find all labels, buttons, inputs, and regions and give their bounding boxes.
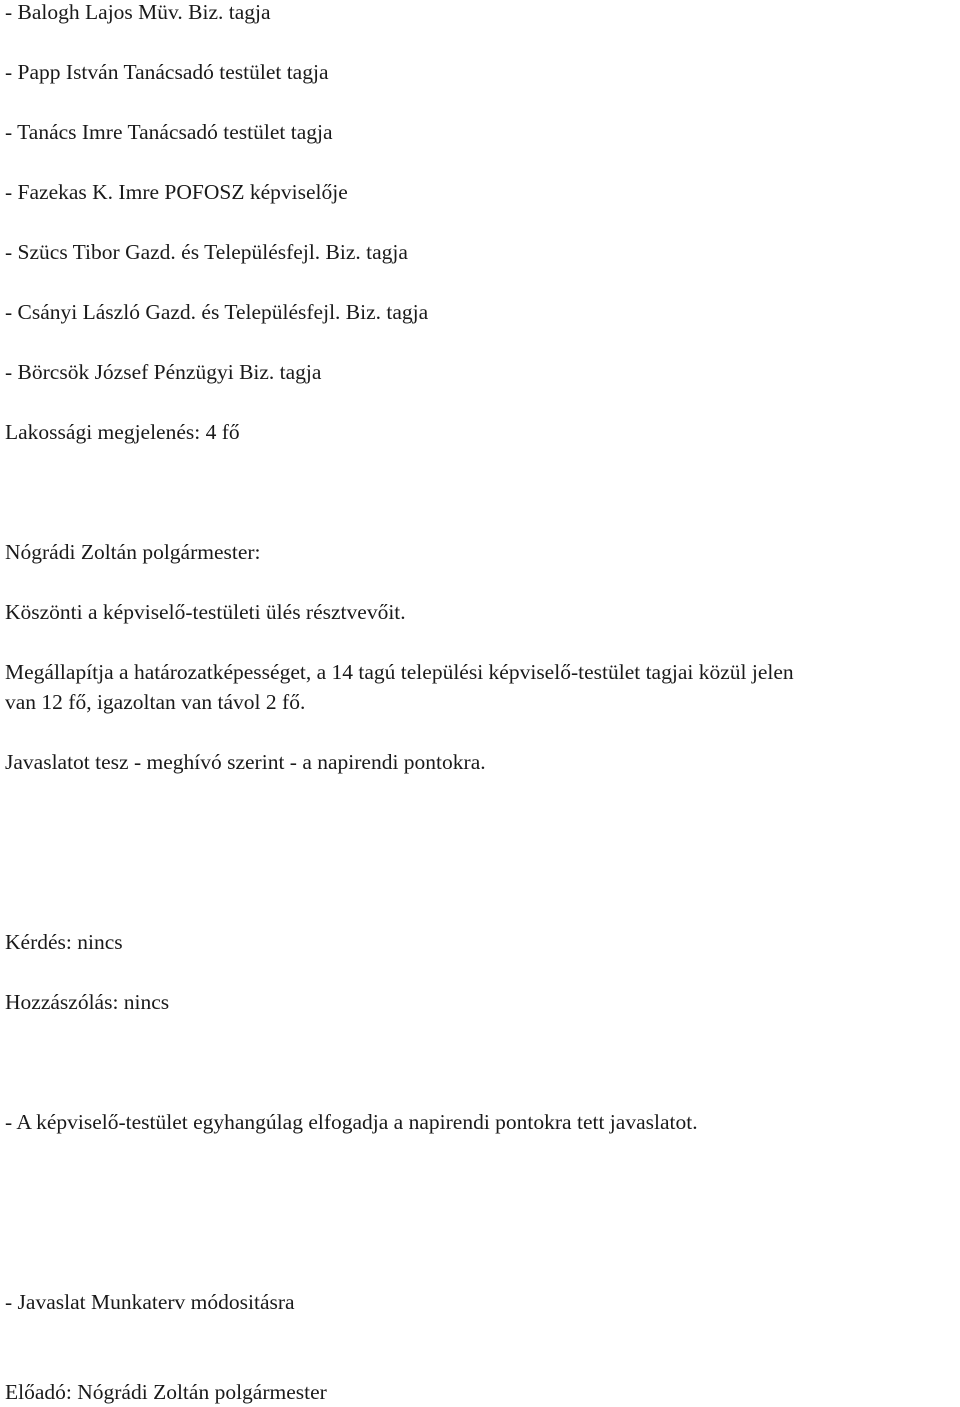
- greeting-paragraph: Köszönti a képviselő-testületi ülés résztvevőit.: [5, 600, 406, 624]
- attendee-item: - Szücs Tibor Gazd. és Településfejl. Biz. tagja: [5, 240, 408, 264]
- question-line: Kérdés: nincs: [5, 930, 123, 954]
- attendee-item: - Balogh Lajos Müv. Biz. tagja: [5, 0, 271, 24]
- quorum-line: Megállapítja a határozatképességet, a 14 tagú települési képviselő-testület tagjai közül jelen: [5, 660, 794, 684]
- quorum-line: van 12 fő, igazoltan van távol 2 fő.: [5, 690, 306, 714]
- proposal-paragraph: Javaslatot tesz - meghívó szerint - a napirendi pontokra.: [5, 750, 486, 774]
- attendee-item: - Tanács Imre Tanácsadó testület tagja: [5, 120, 333, 144]
- speaker-heading: Nógrádi Zoltán polgármester:: [5, 540, 261, 564]
- presenter-line: Előadó: Nógrádi Zoltán polgármester: [5, 1380, 327, 1404]
- attendee-item: - Papp István Tanácsadó testület tagja: [5, 60, 329, 84]
- attendee-item: - Fazekas K. Imre POFOSZ képviselője: [5, 180, 348, 204]
- attendee-item: - Börcsök József Pénzügyi Biz. tagja: [5, 360, 322, 384]
- comment-line: Hozzászólás: nincs: [5, 990, 170, 1014]
- public-attendance: Lakossági megjelenés: 4 fő: [5, 420, 240, 444]
- agenda-item: - Javaslat Munkaterv módositásra: [5, 1290, 295, 1314]
- decision-line: - A képviselő-testület egyhangúlag elfogadja a napirendi pontokra tett javaslatot.: [5, 1110, 698, 1134]
- attendee-item: - Csányi László Gazd. és Településfejl. Biz. tagja: [5, 300, 429, 324]
